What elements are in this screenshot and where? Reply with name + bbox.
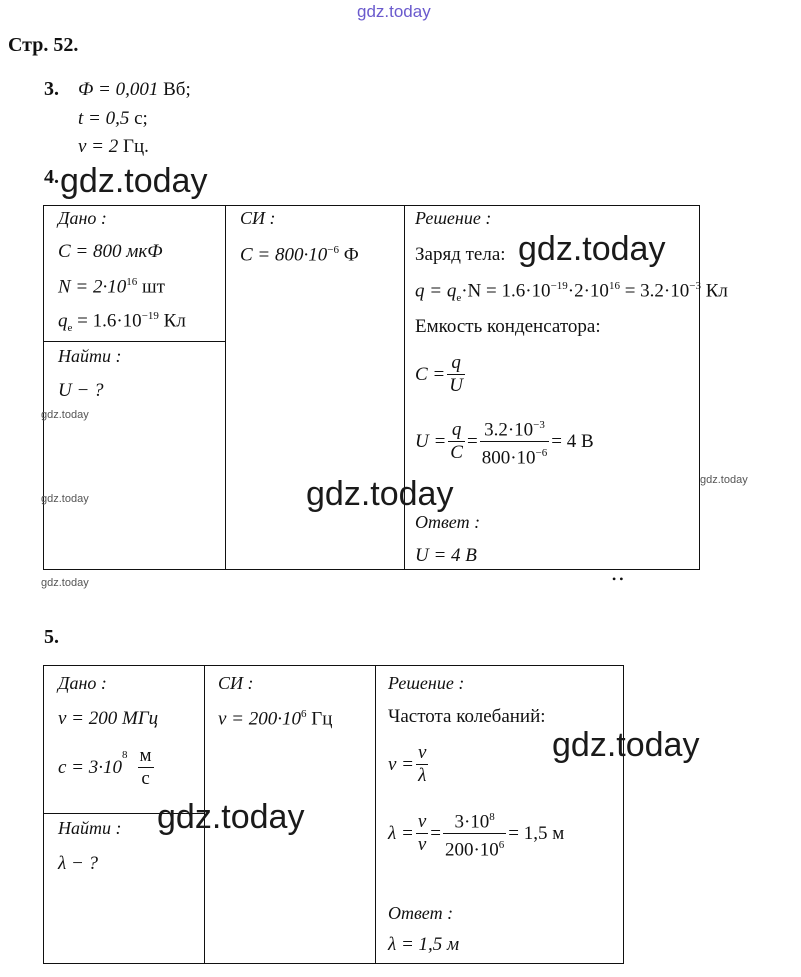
watermark-small-3: gdz.today [700, 474, 748, 486]
task5-ans-header: Ответ : [388, 903, 454, 923]
task5-dano-c-num: м [139, 745, 152, 766]
task3-line1-unit: Вб; [163, 79, 191, 100]
task4-u-eq: = [466, 430, 478, 452]
task4-dano-q-sub: e [67, 322, 73, 335]
page-header: Стр. 52. [8, 34, 79, 56]
task4-u-den2: 800·10 [481, 447, 536, 469]
task4-dano-n-left: N = 2·10 [58, 276, 127, 298]
watermark-big-2: gdz.today [518, 230, 666, 268]
task3-line1 [78, 79, 191, 101]
task4-divider-h [43, 341, 226, 342]
task5-nu-num: v [418, 742, 427, 763]
task4-c-den: U [449, 375, 463, 396]
task5-l-num: v [417, 811, 427, 833]
task4-border-left [43, 205, 44, 570]
task5-l-eq: = [430, 822, 441, 844]
task5-l-formula [388, 806, 564, 862]
task4-dano-n [58, 276, 165, 298]
task4-si-unit: Ф [343, 244, 359, 266]
task5-find-header: Найти : [58, 818, 122, 838]
task4-charge-mid2: ·2·10 [567, 280, 609, 302]
task5-l-num2-wrap [443, 806, 506, 834]
task3-line3-eq: ν = 2 [78, 136, 119, 157]
watermark-small-4: gdz.today [41, 577, 89, 589]
task5-sol-header: Решение : [388, 673, 465, 693]
task4-charge-mid3: = 3.2·10 [624, 280, 690, 302]
task4-u-num2: 3.2·10 [484, 419, 534, 441]
task3-line3 [78, 136, 149, 158]
task4-answer: U = 4 В [415, 545, 477, 566]
task5-si-exp: 6 [301, 708, 307, 720]
task5-nu-fraction [416, 742, 428, 787]
task4-u-num2-wrap [480, 414, 550, 442]
watermark-big-3: gdz.today [306, 475, 454, 513]
task4-si-exp: −6 [327, 244, 339, 256]
task4-dano-header: Дано : [58, 208, 107, 228]
task5-l-den2: 200·10 [444, 839, 499, 861]
task4-u-den: C [450, 442, 463, 464]
watermark-big-4: gdz.today [552, 726, 700, 764]
task4-u-left: U = [415, 430, 447, 452]
task4-si-header: СИ : [240, 208, 276, 228]
task4-c-fraction [447, 352, 465, 397]
task5-l-den2-wrap [443, 834, 506, 861]
task5-dano-c-unit [138, 745, 154, 790]
task4-dano-c: C = 800 мкФ [58, 241, 163, 262]
task5-border-right [623, 665, 624, 964]
task5-divider-2 [375, 665, 376, 964]
task5-dano-nu: ν = 200 МГц [58, 708, 159, 729]
task4-charge-sub: e [456, 292, 462, 305]
task5-l-fraction2 [443, 806, 506, 862]
task5-border-bottom [43, 963, 624, 964]
task4-charge-unit: Кл [705, 280, 728, 302]
task5-l-num2-exp: 8 [489, 811, 495, 823]
task4-u-num: q [448, 419, 465, 442]
task4-dano-q [58, 310, 186, 334]
task4-u-result: = 4 В [551, 430, 594, 452]
task4-dano-q-unit: Кл [163, 310, 186, 332]
task4-u-formula [415, 414, 594, 470]
task4-charge-exp1: −19 [550, 280, 568, 292]
task5-dano-c-left: c = 3·10 [58, 756, 123, 778]
task5-l-num2: 3·10 [454, 811, 490, 833]
task4-border-right [699, 205, 700, 570]
task4-dano-n-exp: 16 [126, 276, 138, 288]
task5-dano-c [58, 745, 156, 790]
task4-u-den2-wrap [480, 442, 550, 469]
task4-charge-exp3: −3 [689, 280, 701, 292]
watermark-big-1: gdz.today [60, 162, 208, 200]
task5-si [218, 708, 332, 730]
task5-l-left: λ = [388, 822, 414, 844]
task5-l-den2-exp: 6 [498, 839, 505, 852]
watermark-big-5: gdz.today [157, 798, 305, 836]
task5-border-left [43, 665, 44, 964]
task5-nu-left: ν = [388, 753, 415, 775]
task5-si-left: ν = 200·10 [218, 708, 302, 730]
watermark-small-1: gdz.today [41, 409, 89, 421]
task4-divider-1 [225, 205, 226, 570]
task4-number: 4. [44, 166, 59, 188]
task4-charge-formula [415, 280, 728, 304]
task5-find: λ − ? [58, 853, 99, 874]
task4-u-den2-exp: −6 [535, 447, 548, 460]
task4-border-bottom [43, 569, 700, 570]
task4-cap-formula [415, 352, 467, 397]
task4-border-top [43, 205, 700, 206]
stray-dots: • • [612, 572, 624, 586]
task5-nu-formula [388, 742, 430, 787]
task4-u-fraction2 [480, 414, 550, 470]
task4-charge-q: q = q [415, 280, 457, 302]
task5-l-den: ν [417, 834, 427, 856]
task4-charge-exp2: 16 [608, 280, 620, 292]
task4-u-fraction [448, 419, 465, 464]
task4-find: U − ? [58, 380, 104, 401]
task4-si [240, 244, 359, 266]
task4-dano-n-unit: шт [142, 276, 165, 298]
task3-line1-eq: Ф = 0,001 [78, 79, 159, 100]
watermark-top: gdz.today [357, 2, 431, 21]
task4-divider-2 [404, 205, 405, 570]
task5-answer: λ = 1,5 м [388, 934, 460, 955]
task4-charge-mid: ·N = 1.6·10 [461, 280, 551, 302]
task4-si-left: C = 800·10 [240, 244, 328, 266]
task4-ans-header: Ответ : [415, 512, 481, 532]
task5-dano-c-den: с [141, 768, 150, 789]
task4-dano-q-mid: = 1.6·10 [77, 310, 142, 332]
task3-line2-eq: t = 0,5 [78, 108, 130, 129]
task4-c-num: q [447, 352, 465, 375]
task5-dano-header: Дано : [58, 673, 107, 693]
task5-l-result: = 1,5 м [508, 822, 565, 844]
task3-line3-unit: Гц. [123, 136, 149, 157]
task4-find-header: Найти : [58, 346, 122, 366]
task4-u-num2-exp: −3 [533, 419, 545, 431]
task5-nu-den: λ [418, 765, 427, 786]
task3-line2 [78, 108, 148, 130]
task5-si-unit: Гц [311, 708, 333, 730]
task5-freq-label: Частота колебаний: [388, 706, 546, 727]
task5-number: 5. [44, 626, 59, 648]
task5-si-header: СИ : [218, 673, 254, 693]
task3-number: 3. [44, 78, 59, 100]
task4-cap-label: Емкость конденсатора: [415, 316, 601, 337]
watermark-small-2: gdz.today [41, 493, 89, 505]
task5-border-top [43, 665, 624, 666]
task4-sol-header: Решение : [415, 208, 492, 228]
task4-charge-label: Заряд тела: [415, 244, 506, 265]
task3-line2-unit: с; [134, 108, 148, 129]
task4-dano-q-exp: −19 [141, 310, 159, 322]
task5-dano-c-exp: 8 [122, 749, 128, 761]
task5-l-fraction [416, 811, 428, 856]
task4-c-left: C = [415, 363, 446, 385]
task4-dano-q-left: q [58, 310, 68, 332]
